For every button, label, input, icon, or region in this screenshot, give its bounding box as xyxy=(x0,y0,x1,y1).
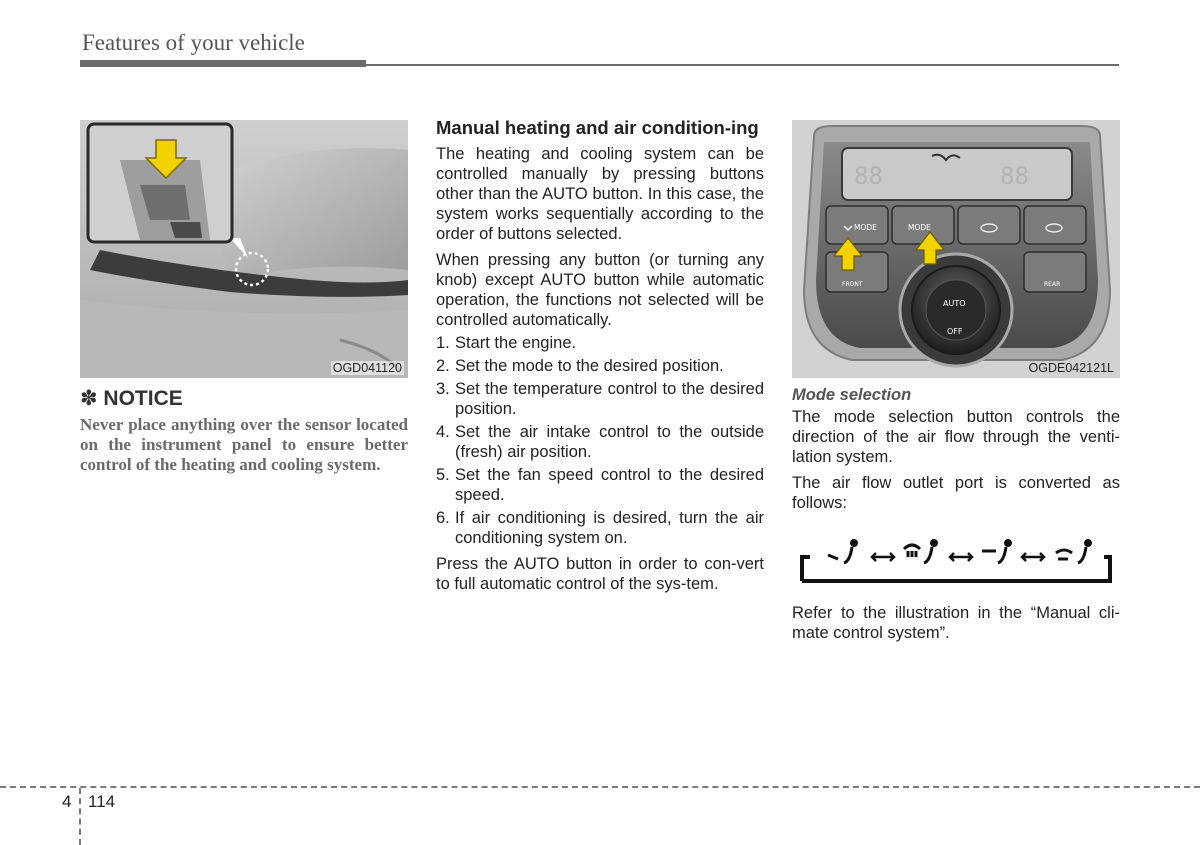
step-text: Set the temperature control to the desired position. xyxy=(455,380,764,418)
mode-up-label: MODE xyxy=(908,223,931,232)
rear-label: REAR xyxy=(1044,281,1061,288)
step-text: If air conditioning is desired, turn the air conditioning system on. xyxy=(455,509,764,547)
footer-divider xyxy=(0,786,1200,788)
climate-panel-figure xyxy=(792,120,1120,378)
mode-selection-heading: Mode selection xyxy=(792,386,912,404)
footer-vertical-divider xyxy=(79,788,81,845)
step-item xyxy=(436,465,764,505)
step-item xyxy=(436,422,764,462)
face-vent-icon xyxy=(828,541,857,564)
intro-paragraph: The heating and cooling system can be controlled manually by pressing buttons other than the AUTO button. In this case, the system works sequentially according to the order of buttons selected. xyxy=(436,145,764,243)
mode-sequence-illustration xyxy=(792,529,1120,591)
knob-off-label: OFF xyxy=(947,327,963,336)
display-temp-right: 88 xyxy=(1000,162,1029,190)
header-rule-thick xyxy=(80,60,366,67)
sensor-figure xyxy=(80,120,408,378)
knob-auto-label: AUTO xyxy=(943,299,966,308)
right-column xyxy=(792,120,1120,643)
page-number: 114 xyxy=(88,792,116,811)
step-number: 6. xyxy=(436,509,450,527)
middle-column xyxy=(436,118,764,594)
refer-paragraph: Refer to the illustration in the “Manual cli-mate control system”. xyxy=(792,604,1120,642)
floor-vent-icon xyxy=(982,541,1011,564)
step-item xyxy=(436,379,764,419)
step-number: 5. xyxy=(436,466,450,484)
step-number: 4. xyxy=(436,423,450,441)
floor-defrost-vent-icon xyxy=(1056,541,1091,564)
climate-panel-illustration xyxy=(792,120,1120,378)
step-text: Set the air intake control to the outside (fresh) air position. xyxy=(455,423,764,461)
step-text: Set the fan speed control to the desired speed. xyxy=(455,466,764,504)
mode-down-label: MODE xyxy=(854,223,877,232)
step-text: Start the engine. xyxy=(455,334,577,352)
display-temp-left: 88 xyxy=(854,162,883,190)
step-number: 1. xyxy=(436,334,450,352)
figure-code: OGDE042121L xyxy=(1028,361,1114,375)
left-column xyxy=(80,120,408,475)
chapter-number: 4 xyxy=(62,792,72,811)
mode-sequence-diagram xyxy=(792,529,1120,591)
auto-paragraph: When pressing any button (or turning any knob) except AUTO button while automatic operation, the functions not selected will be controlled automatically. xyxy=(436,251,764,329)
figure-code: OGD041120 xyxy=(332,361,402,375)
section-heading: Manual heating and air condition-ing xyxy=(436,117,759,138)
step-text: Set the mode to the desired position. xyxy=(455,357,724,375)
sensor-illustration xyxy=(80,120,408,378)
step-item xyxy=(436,356,764,376)
step-item xyxy=(436,508,764,548)
mode-paragraph-2: The air flow outlet port is converted as follows: xyxy=(792,474,1120,512)
front-label: FRONT xyxy=(842,281,863,288)
notice-title: ✽ NOTICE xyxy=(80,387,183,410)
page-header-title: Features of your vehicle xyxy=(82,30,305,55)
step-number: 3. xyxy=(436,380,450,398)
notice-body: Never place anything over the sensor located on the instrument panel to ensure better control of the heating and cooling system. xyxy=(80,415,408,474)
outro-paragraph: Press the AUTO button in order to con-vert to full automatic control of the sys-tem. xyxy=(436,555,764,593)
mode-paragraph-1: The mode selection button controls the direction of the air flow through the venti-lation system. xyxy=(792,408,1120,466)
face-floor-vent-icon xyxy=(904,541,937,564)
step-item xyxy=(436,333,764,353)
step-number: 2. xyxy=(436,357,450,375)
header-rule-thin xyxy=(366,64,1119,66)
